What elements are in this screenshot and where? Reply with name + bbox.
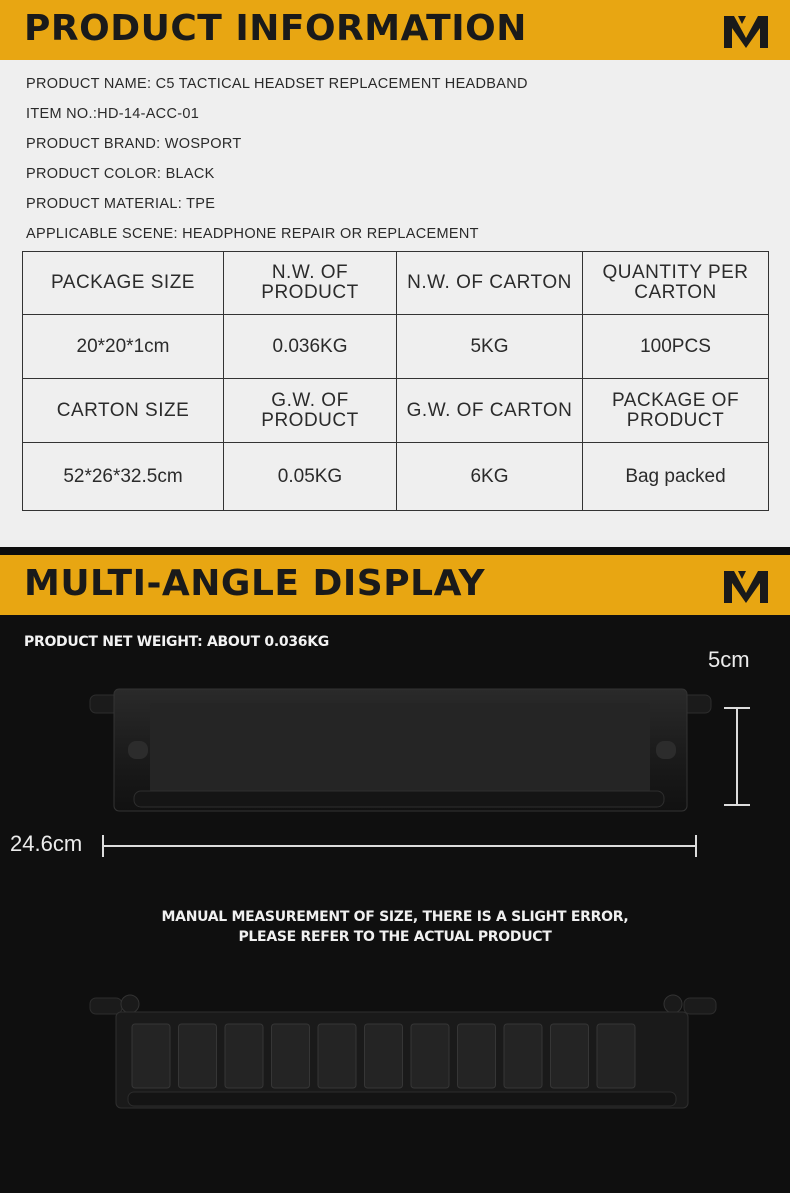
product-information-banner [0,0,790,60]
table-header-cell: N.W. OF CARTON [397,252,583,315]
headband-cell [179,1024,217,1088]
table-header-cell: G.W. OF CARTON [397,379,583,443]
table-header-cell: G.W. OF PRODUCT [224,379,397,443]
headband-cell [411,1024,449,1088]
headband-cell [318,1024,356,1088]
section-title: PRODUCT INFORMATION [24,8,527,49]
brand-logo-icon [722,567,770,607]
table-cell: 5KG [397,315,583,379]
headband-cell [504,1024,542,1088]
headband-back-image [88,990,718,1112]
disclaimer-line-2: PLEASE REFER TO THE ACTUAL PRODUCT [238,929,552,945]
height-tick-bottom [724,804,750,806]
table-row [23,443,769,511]
table-cell: 0.05KG [224,443,397,511]
width-dimension-line [102,845,696,847]
table-cell: 0.036KG [224,315,397,379]
table-cell: 6KG [397,443,583,511]
disclaimer-line-1: MANUAL MEASUREMENT OF SIZE, THERE IS A SLIGHT ERROR, [161,909,629,925]
section-divider [0,547,790,555]
item-number: ITEM NO.:HD-14-ACC-01 [26,106,200,122]
width-tick-left [102,835,104,857]
table-cell: 100PCS [583,315,769,379]
product-material: PRODUCT MATERIAL: TPE [26,196,216,212]
table-header-row [23,379,769,443]
table-cell: Bag packed [583,443,769,511]
applicable-scene: APPLICABLE SCENE: HEADPHONE REPAIR OR REPLACEMENT [26,226,479,242]
headband-cell [551,1024,589,1088]
net-weight-note: PRODUCT NET WEIGHT: ABOUT 0.036KG [24,634,329,650]
headband-cell [458,1024,496,1088]
multi-angle-banner [0,555,790,615]
table-cell: 20*20*1cm [23,315,224,379]
specification-table [22,251,769,511]
height-tick-top [724,707,750,709]
table-header-cell: PACKAGE OF PRODUCT [583,379,769,443]
table-header-cell: QUANTITY PER CARTON [583,252,769,315]
product-brand: PRODUCT BRAND: WOSPORT [26,136,242,152]
headband-cell [272,1024,310,1088]
table-header-row [23,252,769,315]
section-title: MULTI-ANGLE DISPLAY [24,563,486,604]
table-header-cell: N.W. OF PRODUCT [224,252,397,315]
width-label: 24.6cm [10,831,83,856]
table-cell: 52*26*32.5cm [23,443,224,511]
product-name: PRODUCT NAME: C5 TACTICAL HEADSET REPLACEMENT HEADBAND [26,76,528,92]
headband-cell [225,1024,263,1088]
headband-front-image [88,687,713,817]
headband-cell [597,1024,635,1088]
brand-logo-icon [722,12,770,52]
width-tick-right [695,835,697,857]
multi-angle-display [0,615,790,1193]
table-header-cell: PACKAGE SIZE [23,252,224,315]
height-label: 5cm [708,647,750,672]
headband-cell [365,1024,403,1088]
product-color: PRODUCT COLOR: BLACK [26,166,215,182]
table-header-cell: CARTON SIZE [23,379,224,443]
table-row [23,315,769,379]
height-dimension-line [736,707,738,805]
headband-cell [132,1024,170,1088]
